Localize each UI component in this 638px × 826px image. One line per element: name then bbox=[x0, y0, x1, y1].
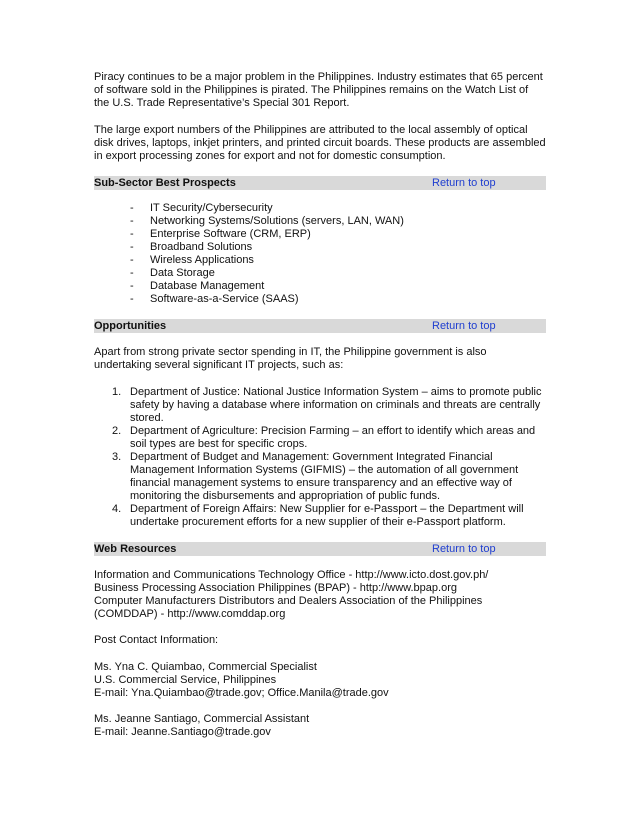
opportunities-intro bbox=[94, 346, 546, 372]
return-to-top-link[interactable]: Return to top bbox=[432, 320, 496, 333]
contact-person-1 bbox=[94, 661, 546, 701]
list-item: - Database Management bbox=[130, 280, 265, 293]
web-resource-line: Computer Manufacturers Distributors and Dealers Association of the Philippines (COMDDAP) - http://www.comddap.org bbox=[94, 595, 483, 621]
item-number: 3. bbox=[112, 450, 122, 463]
list-item: - Enterprise Software (CRM, ERP) bbox=[130, 228, 311, 241]
bullet-dash: - bbox=[130, 215, 134, 228]
post-contact-information bbox=[94, 634, 546, 739]
section-header-web-resources bbox=[94, 542, 546, 556]
item-number: 4. bbox=[112, 502, 122, 515]
bullet-dash: - bbox=[130, 293, 134, 306]
bullet-dash: - bbox=[130, 267, 134, 280]
list-item: 2. Department of Agriculture: Precision Farming – an effort to identify which areas and soil types are best for specific crops. bbox=[112, 424, 536, 450]
list-item: 3. Department of Budget and Management: Government Integrated Financial Management Information Systems (GIFMIS) – the automation of all government financial management systems to ensure transparency and an effective way of monitoring the disbursements and appropriation of public funds. bbox=[112, 450, 519, 502]
bullet-dash: - bbox=[130, 241, 134, 254]
intro-paragraph-exports bbox=[94, 124, 546, 164]
contact-org: U.S. Commercial Service, Philippines bbox=[94, 673, 277, 686]
best-prospects-list bbox=[94, 202, 546, 306]
web-resource-line: Information and Communications Technology Office - http://www.icto.dost.gov.ph/ bbox=[94, 568, 489, 581]
web-resources-list bbox=[94, 569, 546, 622]
list-item: - Networking Systems/Solutions (servers, LAN, WAN) bbox=[130, 215, 404, 228]
intro-text-1: Piracy continues to be a major problem in the Philippines. Industry estimates that 65 percent of software sold in the Philippines is pirated. The Philippines remains on the Watch List of the U.S. Trade Representative’s Special 301 Report. bbox=[94, 71, 543, 110]
list-item: - Wireless Applications bbox=[130, 254, 254, 267]
intro-text-2: The large export numbers of the Philippines are attributed to the local assembly of optical disk drives, laptops, inkjet printers, and printed circuit boards. These products are assembled in export processing zones for export and not for domestic consumption. bbox=[94, 123, 546, 163]
list-item: - Data Storage bbox=[130, 267, 215, 280]
list-item: 1. Department of Justice: National Justice Information System – aims to promote public safety by having a database where information on criminals and threats are centrally stored. bbox=[112, 385, 542, 424]
return-to-top-link[interactable]: Return to top bbox=[432, 542, 496, 555]
section-title: Web Resources bbox=[94, 542, 177, 555]
contact-person-2 bbox=[94, 713, 546, 739]
section-title: Opportunities bbox=[94, 320, 167, 333]
opportunities-list bbox=[94, 386, 546, 529]
bullet-dash: - bbox=[130, 228, 134, 241]
opportunities-intro-text: Apart from strong private sector spending in IT, the Philippine government is also undertaking several significant IT projects, such as: bbox=[94, 346, 487, 372]
item-number: 1. bbox=[112, 385, 122, 398]
bullet-dash: - bbox=[130, 280, 134, 293]
intro-paragraph-piracy bbox=[94, 71, 546, 111]
section-header-sub-sector bbox=[94, 176, 546, 190]
list-item: - Broadband Solutions bbox=[130, 241, 253, 254]
list-item: 4. Department of Foreign Affairs: New Supplier for e-Passport – the Department will undertake procurement efforts for a new supplier of their e-Passport platform. bbox=[112, 502, 524, 528]
section-title: Sub-Sector Best Prospects bbox=[94, 177, 236, 190]
bullet-dash: - bbox=[130, 202, 134, 215]
document-page bbox=[94, 71, 546, 753]
contact-heading: Post Contact Information: bbox=[94, 634, 219, 647]
list-item: - Software-as-a-Service (SAAS) bbox=[130, 293, 299, 306]
return-to-top-link[interactable]: Return to top bbox=[432, 177, 496, 190]
list-item: - IT Security/Cybersecurity bbox=[130, 202, 273, 215]
contact-email: E-mail: Jeanne.Santiago@trade.gov bbox=[94, 726, 271, 739]
contact-name: Ms. Jeanne Santiago, Commercial Assistant bbox=[94, 713, 310, 726]
contact-email: E-mail: Yna.Quiambao@trade.gov; Office.Manila@trade.gov bbox=[94, 687, 389, 700]
item-number: 2. bbox=[112, 424, 122, 437]
contact-name: Ms. Yna C. Quiambao, Commercial Specialist bbox=[94, 660, 317, 673]
web-resource-line: Business Processing Association Philippines (BPAP) - http://www.bpap.org bbox=[94, 581, 457, 594]
bullet-dash: - bbox=[130, 254, 134, 267]
section-header-opportunities bbox=[94, 319, 546, 333]
